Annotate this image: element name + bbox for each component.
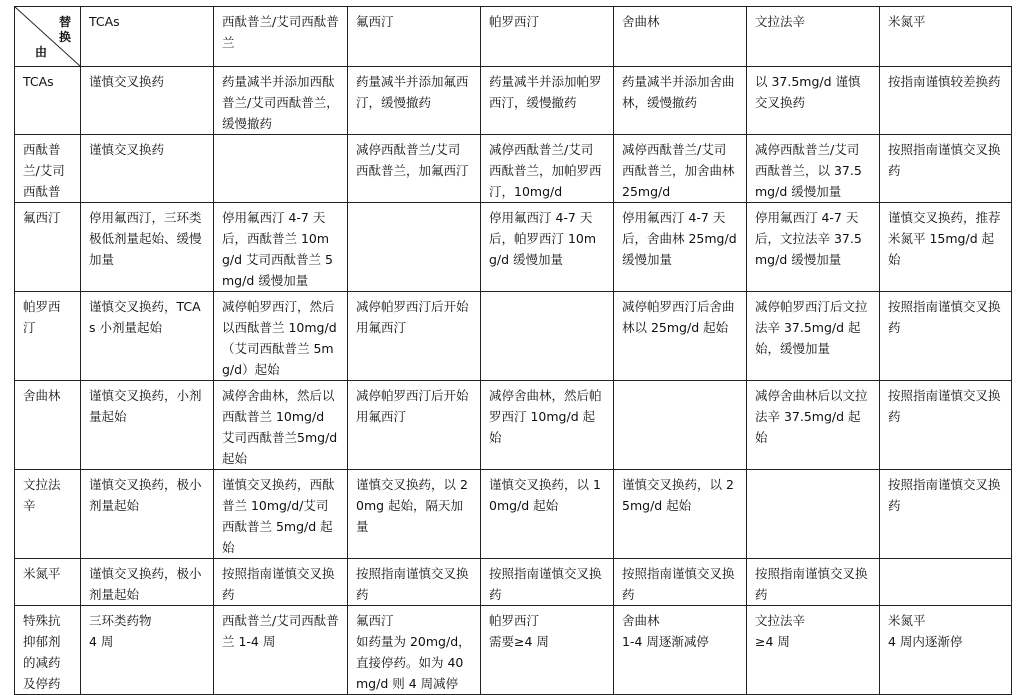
table-cell: 减停帕罗西汀后舍曲林以 25mg/d 起始 [614,292,747,381]
row-header: 文拉法辛 [15,470,81,559]
table-cell: 按照指南谨慎交叉换药 [214,559,348,606]
row-header: TCAs [15,67,81,135]
table-cell: 停用氟西汀，三环类极低剂量起始、缓慢加量 [81,203,214,292]
row-header: 特殊抗抑郁剂的减药及停药 [15,606,81,695]
table-cell: 减停西酞普兰/艾司西酞普兰，加氟西汀 [348,135,481,203]
column-header: 帕罗西汀 [481,7,614,67]
table-cell: 谨慎交叉换药，推荐米氮平 15mg/d 起始 [880,203,1012,292]
table-cell: 按照指南谨慎交叉换药 [880,292,1012,381]
table-cell [348,203,481,292]
column-header: TCAs [81,7,214,67]
table-cell: 减停帕罗西汀后开始用氟西汀 [348,381,481,470]
table-cell: 谨慎交叉换药，以 25mg/d 起始 [614,470,747,559]
table-cell: 减停帕罗西汀后开始用氟西汀 [348,292,481,381]
table-cell: 谨慎交叉换药，极小剂量起始 [81,470,214,559]
table-cell: 氟西汀 如药量为 20mg/d，直接停药。如为 40mg/d 则 4 周减停 [348,606,481,695]
table-cell [747,470,880,559]
table-cell: 减停舍曲林后以文拉法辛 37.5mg/d 起始 [747,381,880,470]
table-cell: 按照指南谨慎交叉换药 [880,470,1012,559]
table-cell: 三环类药物 4 周 [81,606,214,695]
header-row [15,7,1012,67]
table-cell: 按照指南谨慎交叉换药 [880,381,1012,470]
row-header: 舍曲林 [15,381,81,470]
table-cell: 按照指南谨慎交叉换药 [880,135,1012,203]
table-row [15,135,1012,203]
table-cell: 按照指南谨慎交叉换药 [348,559,481,606]
table-cell: 减停西酞普兰/艾司西酞普兰，以 37.5mg/d 缓慢加量 [747,135,880,203]
table-cell: 西酞普兰/艾司西酞普兰 1-4 周 [214,606,348,695]
table-cell: 舍曲林 1-4 周逐渐减停 [614,606,747,695]
table-cell: 谨慎交叉换药，西酞普兰 10mg/d/艾司西酞普兰 5mg/d 起始 [214,470,348,559]
table-cell: 药量减半并添加舍曲林，缓慢撤药 [614,67,747,135]
column-header: 米氮平 [880,7,1012,67]
table-cell: 药量减半并添加氟西汀，缓慢撤药 [348,67,481,135]
table-cell: 减停帕罗西汀后文拉法辛 37.5mg/d 起始，缓慢加量 [747,292,880,381]
table-row [15,606,1012,695]
row-header: 米氮平 [15,559,81,606]
table-cell: 谨慎交叉换药，以 20mg 起始，隔天加量 [348,470,481,559]
table-cell: 米氮平 4 周内逐渐停 [880,606,1012,695]
table-row [15,559,1012,606]
table-cell: 谨慎交叉换药 [81,135,214,203]
table-cell: 按照指南谨慎交叉换药 [481,559,614,606]
antidepressant-switch-table [14,6,1012,695]
table-cell: 按照指南谨慎交叉换药 [747,559,880,606]
table-cell: 按指南谨慎较差换药 [880,67,1012,135]
table-cell: 停用氟西汀 4-7 天后，西酞普兰 10mg/d 艾司西酞普兰 5mg/d 缓慢加量 [214,203,348,292]
table-cell: 谨慎交叉换药 [81,67,214,135]
table-row [15,470,1012,559]
table-cell: 文拉法辛 ≥4 周 [747,606,880,695]
table-cell [214,135,348,203]
table-cell: 减停西酞普兰/艾司西酞普兰，加舍曲林 25mg/d [614,135,747,203]
table-cell: 减停帕罗西汀，然后以西酞普兰 10mg/d（艾司西酞普兰 5mg/d）起始 [214,292,348,381]
table-cell [880,559,1012,606]
column-header: 舍曲林 [614,7,747,67]
row-header: 帕罗西汀 [15,292,81,381]
table-cell: 帕罗西汀 需要≥4 周 [481,606,614,695]
corner-label-from: 由 [35,45,48,59]
table-cell: 减停西酞普兰/艾司西酞普兰，加帕罗西汀，10mg/d [481,135,614,203]
table-row [15,203,1012,292]
column-header: 西酞普兰/艾司西酞普兰 [214,7,348,67]
table-cell: 药量减半并添加帕罗西汀，缓慢撤药 [481,67,614,135]
table-cell [481,292,614,381]
table-cell: 按照指南谨慎交叉换药 [614,559,747,606]
column-header: 文拉法辛 [747,7,880,67]
table-cell: 停用氟西汀 4-7 天后，帕罗西汀 10mg/d 缓慢加量 [481,203,614,292]
table-cell: 停用氟西汀 4-7 天后，文拉法辛 37.5mg/d 缓慢加量 [747,203,880,292]
table-row [15,67,1012,135]
table-cell: 停用氟西汀 4-7 天后，舍曲林 25mg/d 缓慢加量 [614,203,747,292]
table-cell: 减停舍曲林，然后帕罗西汀 10mg/d 起始 [481,381,614,470]
table-cell: 谨慎交叉换药，小剂量起始 [81,381,214,470]
table-cell: 减停舍曲林，然后以西酞普兰 10mg/d 艾司西酞普兰5mg/d 起始 [214,381,348,470]
corner-label-replace: 替换 [58,15,71,44]
table-container [14,6,1011,695]
column-header: 氟西汀 [348,7,481,67]
table-cell: 谨慎交叉换药，TCAs 小剂量起始 [81,292,214,381]
table-cell: 以 37.5mg/d 谨慎交叉换药 [747,67,880,135]
row-header: 西酞普兰/艾司西酞普 [15,135,81,203]
table-cell: 药量减半并添加西酞普兰/艾司西酞普兰，缓慢撤药 [214,67,348,135]
table-row [15,381,1012,470]
row-header: 氟西汀 [15,203,81,292]
table-cell: 谨慎交叉换药，以 10mg/d 起始 [481,470,614,559]
table-cell: 谨慎交叉换药，极小剂量起始 [81,559,214,606]
table-cell [614,381,747,470]
table-row [15,292,1012,381]
corner-cell [15,7,81,67]
